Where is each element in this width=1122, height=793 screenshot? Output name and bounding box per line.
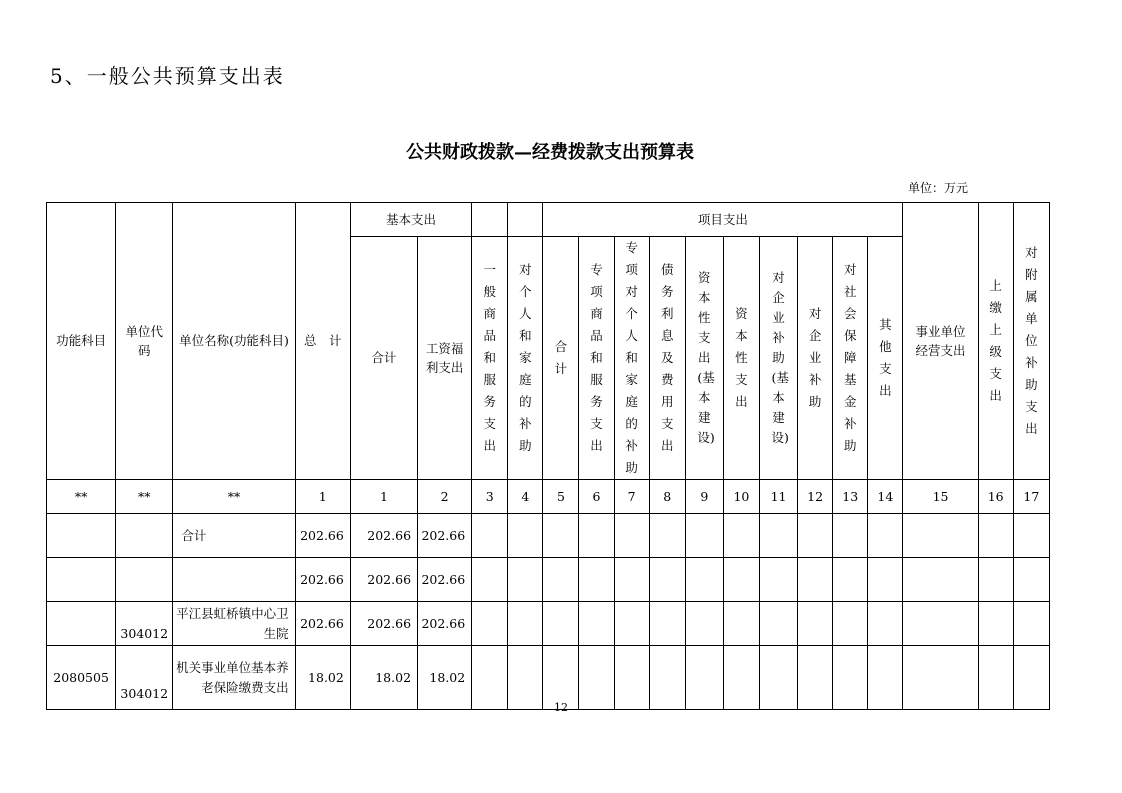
index-cell: 17 [1013,480,1049,514]
header-social-fund: 对社会保障基金补助 [833,237,868,480]
table-row [47,514,1050,558]
name-cell [173,558,295,602]
index-cell: 5 [543,480,579,514]
section-title: 5、一般公共预算支出表 [50,64,285,88]
header-basic-total: 合计 [350,237,417,480]
func-cell [47,558,116,602]
index-cell: 16 [978,480,1013,514]
code-cell [116,514,173,558]
index-cell: 13 [833,480,868,514]
unit-label: 单位：万元 [908,181,969,195]
total-cell: 202.66 [295,558,350,602]
index-cell: 6 [579,480,614,514]
name-cell: 平江县虹桥镇中心卫生院 [173,602,295,646]
index-cell: 3 [472,480,508,514]
index-cell: ** [173,480,295,514]
header-enterprise-basic: 对企业补助(基本建设) [759,237,797,480]
index-cell: 1 [295,480,350,514]
index-cell: 9 [685,480,723,514]
salary-cell: 202.66 [418,514,472,558]
name-cell: 合计 [173,514,295,558]
basic-total-cell: 202.66 [350,602,417,646]
total-cell: 18.02 [295,646,350,710]
index-cell: 15 [903,480,978,514]
table-title: 公共财政拨款—经费拨款支出预算表 [406,142,694,163]
salary-cell: 18.02 [418,646,472,710]
index-cell: 12 [798,480,833,514]
header-basic: 基本支出 [350,203,471,237]
header-other: 其他支出 [868,237,903,480]
func-cell [47,514,116,558]
index-cell: 8 [649,480,685,514]
index-cell: ** [47,480,116,514]
header-total: 总 计 [295,203,350,480]
table-row [47,558,1050,602]
index-cell: 11 [759,480,797,514]
salary-cell: 202.66 [418,602,472,646]
header-enterprise: 对企业补助 [798,237,833,480]
total-cell: 202.66 [295,514,350,558]
table-row [47,602,1050,646]
basic-total-cell: 18.02 [350,646,417,710]
total-cell: 202.66 [295,602,350,646]
index-cell: 2 [418,480,472,514]
index-cell: 14 [868,480,903,514]
name-cell: 机关事业单位基本养老保险缴费支出 [173,646,295,710]
basic-total-cell: 202.66 [350,514,417,558]
header-func-subject: 功能科目 [47,203,116,480]
index-cell: 10 [723,480,759,514]
page-number: 12 [554,701,568,714]
code-cell: 304012 [116,602,173,646]
index-row [47,480,1050,514]
header-goods-services: 一般商品和服务支出 [472,237,508,480]
budget-table [46,202,1050,710]
index-cell: ** [116,480,173,514]
index-cell: 7 [614,480,649,514]
header-unit-code: 单位代码 [116,203,173,480]
table-row [47,646,1050,710]
header-superior: 上缴上级支出 [978,203,1013,480]
code-cell: 304012 [116,646,173,710]
header-capital-basic: 资本性支出(基本建设) [685,237,723,480]
header-blank-4 [508,203,543,237]
header-special-personal: 专项对个人和家庭的补助 [614,237,649,480]
index-cell: 4 [508,480,543,514]
header-unit-name: 单位名称(功能科目) [173,203,295,480]
code-cell [116,558,173,602]
index-cell: 1 [350,480,417,514]
header-capital: 资本性支出 [723,237,759,480]
header-affiliated: 对附属单位补助支出 [1013,203,1049,480]
header-special-goods: 专项商品和服务支出 [579,237,614,480]
salary-cell: 202.66 [418,558,472,602]
func-cell: 2080505 [47,646,116,710]
header-business-ops: 事业单位经营支出 [903,203,978,480]
header-blank-3 [472,203,508,237]
basic-total-cell: 202.66 [350,558,417,602]
header-personal-subsidy: 对个人和家庭的补助 [508,237,543,480]
header-salary: 工资福利支出 [418,237,472,480]
header-project-total: 合计 [543,237,579,480]
header-debt-interest: 债务利息及费用支出 [649,237,685,480]
func-cell [47,602,116,646]
header-project: 项目支出 [543,203,903,237]
